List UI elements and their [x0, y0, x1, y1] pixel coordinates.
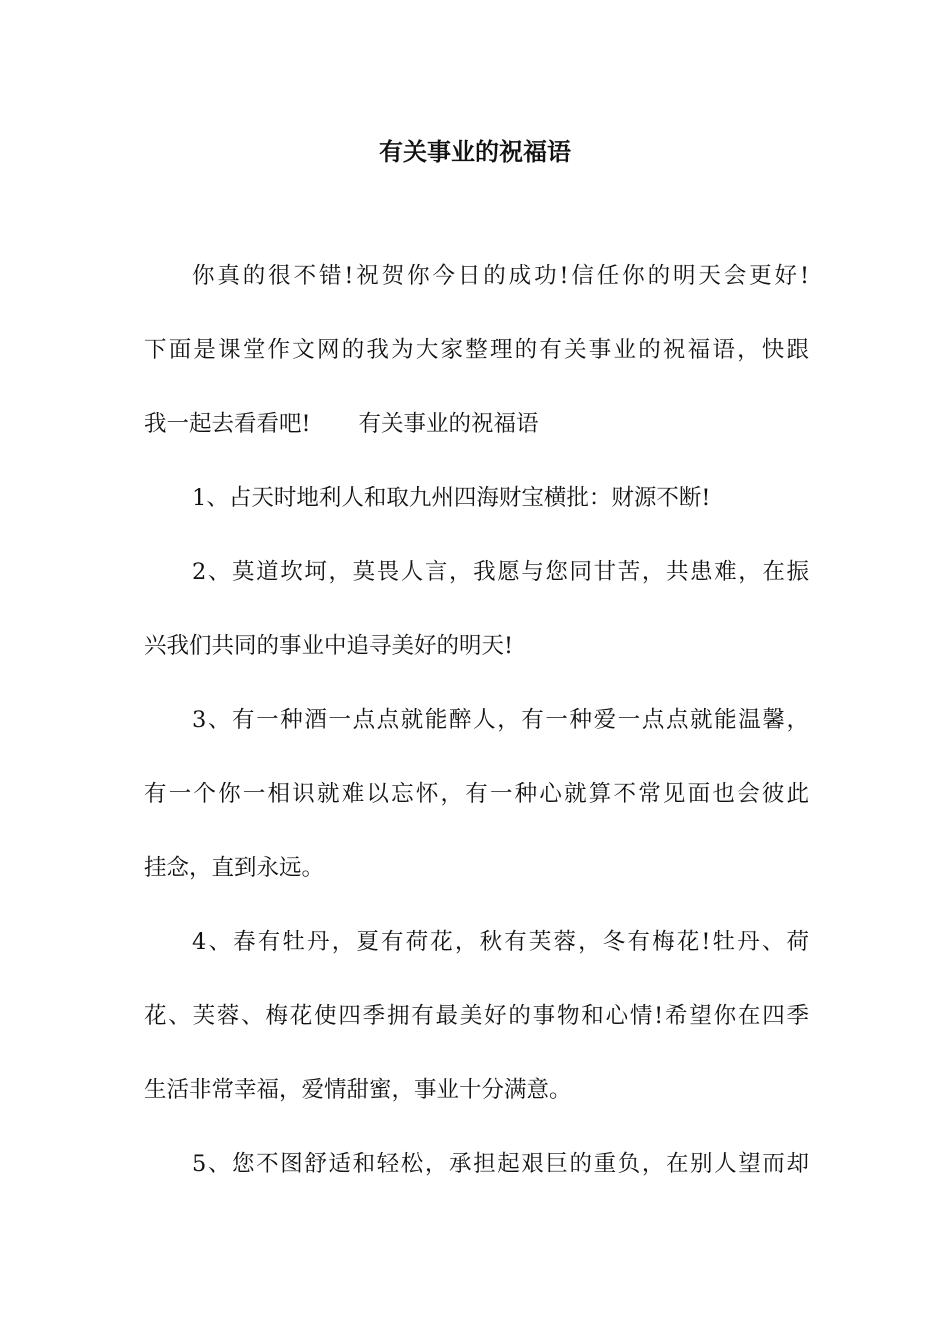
list-item-line: 兴我们共同的事业中追寻美好的明天! [144, 633, 514, 659]
list-item-line: 3、有一种酒一点点就能醉人，有一种爱一点点就能温馨， [192, 707, 809, 733]
list-item-line: 生活非常幸福，爱情甜蜜，事业十分满意。 [144, 1077, 572, 1103]
list-item-line: 挂念，直到永远。 [144, 855, 325, 881]
paragraph-text: 我一起去看看吧! [144, 411, 311, 437]
paragraph-line: 下面是课堂作文网的我为大家整理的有关事业的祝福语，快跟 [144, 337, 809, 363]
paragraph-line: 你真的很不错!祝贺你今日的成功!信任你的明天会更好! [192, 263, 809, 289]
list-item-line: 5、您不图舒适和轻松，承担起艰巨的重负，在别人望而却 [192, 1151, 809, 1177]
list-item-line: 花、芙蓉、梅花使四季拥有最美好的事物和心情!希望你在四季 [144, 1003, 809, 1029]
list-item-line: 2、莫道坎坷，莫畏人言，我愿与您同甘苦，共患难，在振 [192, 559, 809, 585]
paragraph-line [144, 406, 809, 442]
list-item-line: 有一个你一相识就难以忘怀，有一种心就算不常见面也会彼此 [144, 781, 809, 807]
list-item-line: 4、春有牡丹，夏有荷花，秋有芙蓉，冬有梅花!牡丹、荷 [192, 929, 809, 955]
list-item-line: 1、占天时地利人和取九州四海财宝横批：财源不断! [192, 485, 711, 511]
document-title: 有关事业的祝福语 [379, 137, 571, 166]
inline-heading: 有关事业的祝福语 [358, 411, 539, 437]
